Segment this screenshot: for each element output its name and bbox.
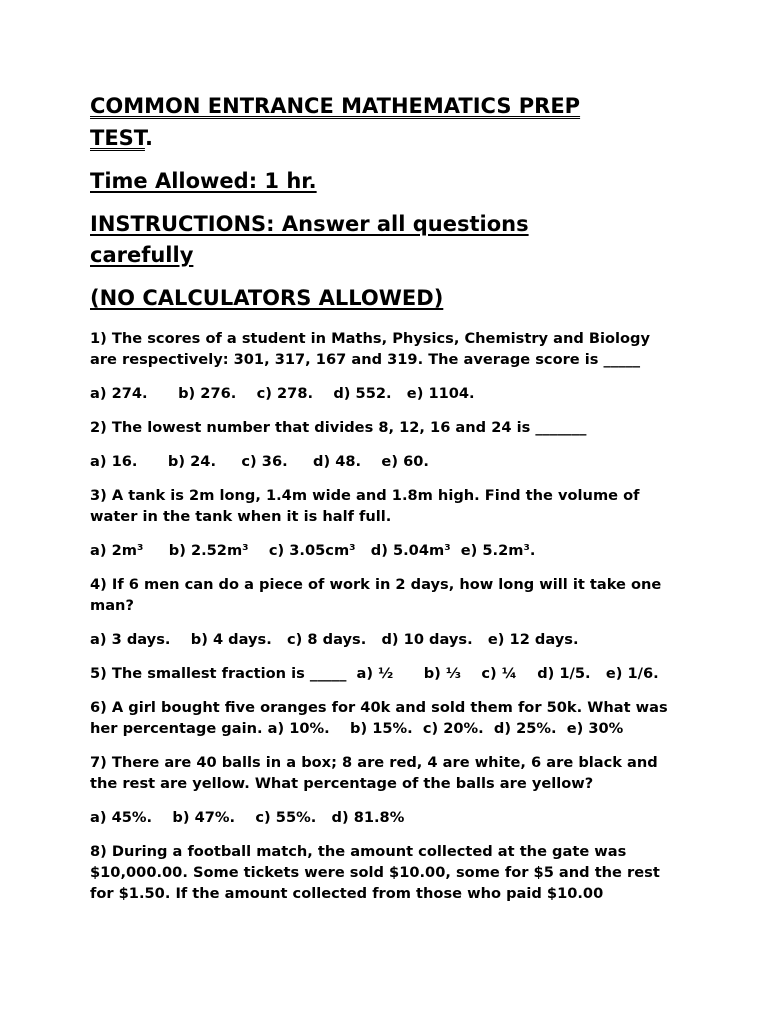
question-2-options: a) 16. b) 24. c) 36. d) 48. e) 60. <box>90 453 429 470</box>
question-3: 3) A tank is 2m long, 1.4m wide and 1.8m high. Find the volume of water in the tank when it is half full. <box>90 487 645 525</box>
question-4-options: a) 3 days. b) 4 days. c) 8 days. d) 10 days. e) 12 days. <box>90 631 579 648</box>
title-line-1-text: COMMON ENTRANCE MATHEMATICS PREP <box>90 94 581 118</box>
title-period: . <box>144 126 153 150</box>
question-6: 6) A girl bought five oranges for 40k and sold them for 50k. What was her percentage gain. a) 10%. b) 15%. c) 20%. d) 25%. e) 30% <box>90 699 673 737</box>
instructions: INSTRUCTIONS: Answer all questions carefully <box>90 212 529 267</box>
title-line-2 <box>90 122 680 154</box>
question-1: 1) The scores of a student in Maths, Physics, Chemistry and Biology are respectively: 301, 317, 167 and 319. The average score is _____ <box>90 330 656 368</box>
question-4: 4) If 6 men can do a piece of work in 2 days, how long will it take one man? <box>90 576 667 614</box>
no-calculators-notice: (NO CALCULATORS ALLOWED) <box>90 286 444 310</box>
question-2: 2) The lowest number that divides 8, 12, 16 and 24 is _______ <box>90 419 587 436</box>
title-line-1 <box>90 90 680 122</box>
question-3-options: a) 2m³ b) 2.52m³ c) 3.05cm³ d) 5.04m³ e) 5.2m³. <box>90 542 536 559</box>
document-title <box>90 90 680 154</box>
title-line-2-text: TEST <box>90 126 145 150</box>
question-1-options: a) 274. b) 276. c) 278. d) 552. e) 1104. <box>90 385 475 402</box>
question-7: 7) There are 40 balls in a box; 8 are red, 4 are white, 6 are black and the rest are yellow. What percentage of the balls are yellow? <box>90 754 663 792</box>
question-8: 8) During a football match, the amount collected at the gate was $10,000.00. Some tickets were sold $10.00, some for $5 and the rest for $1.50. If the amount collected from those who paid $10.00 <box>90 843 665 902</box>
question-7-options: a) 45%. b) 47%. c) 55%. d) 81.8% <box>90 809 405 826</box>
time-allowed: Time Allowed: 1 hr. <box>90 169 317 193</box>
question-5: 5) The smallest fraction is _____ a) ½ b) ⅓ c) ¼ d) 1/5. e) 1/6. <box>90 665 659 682</box>
